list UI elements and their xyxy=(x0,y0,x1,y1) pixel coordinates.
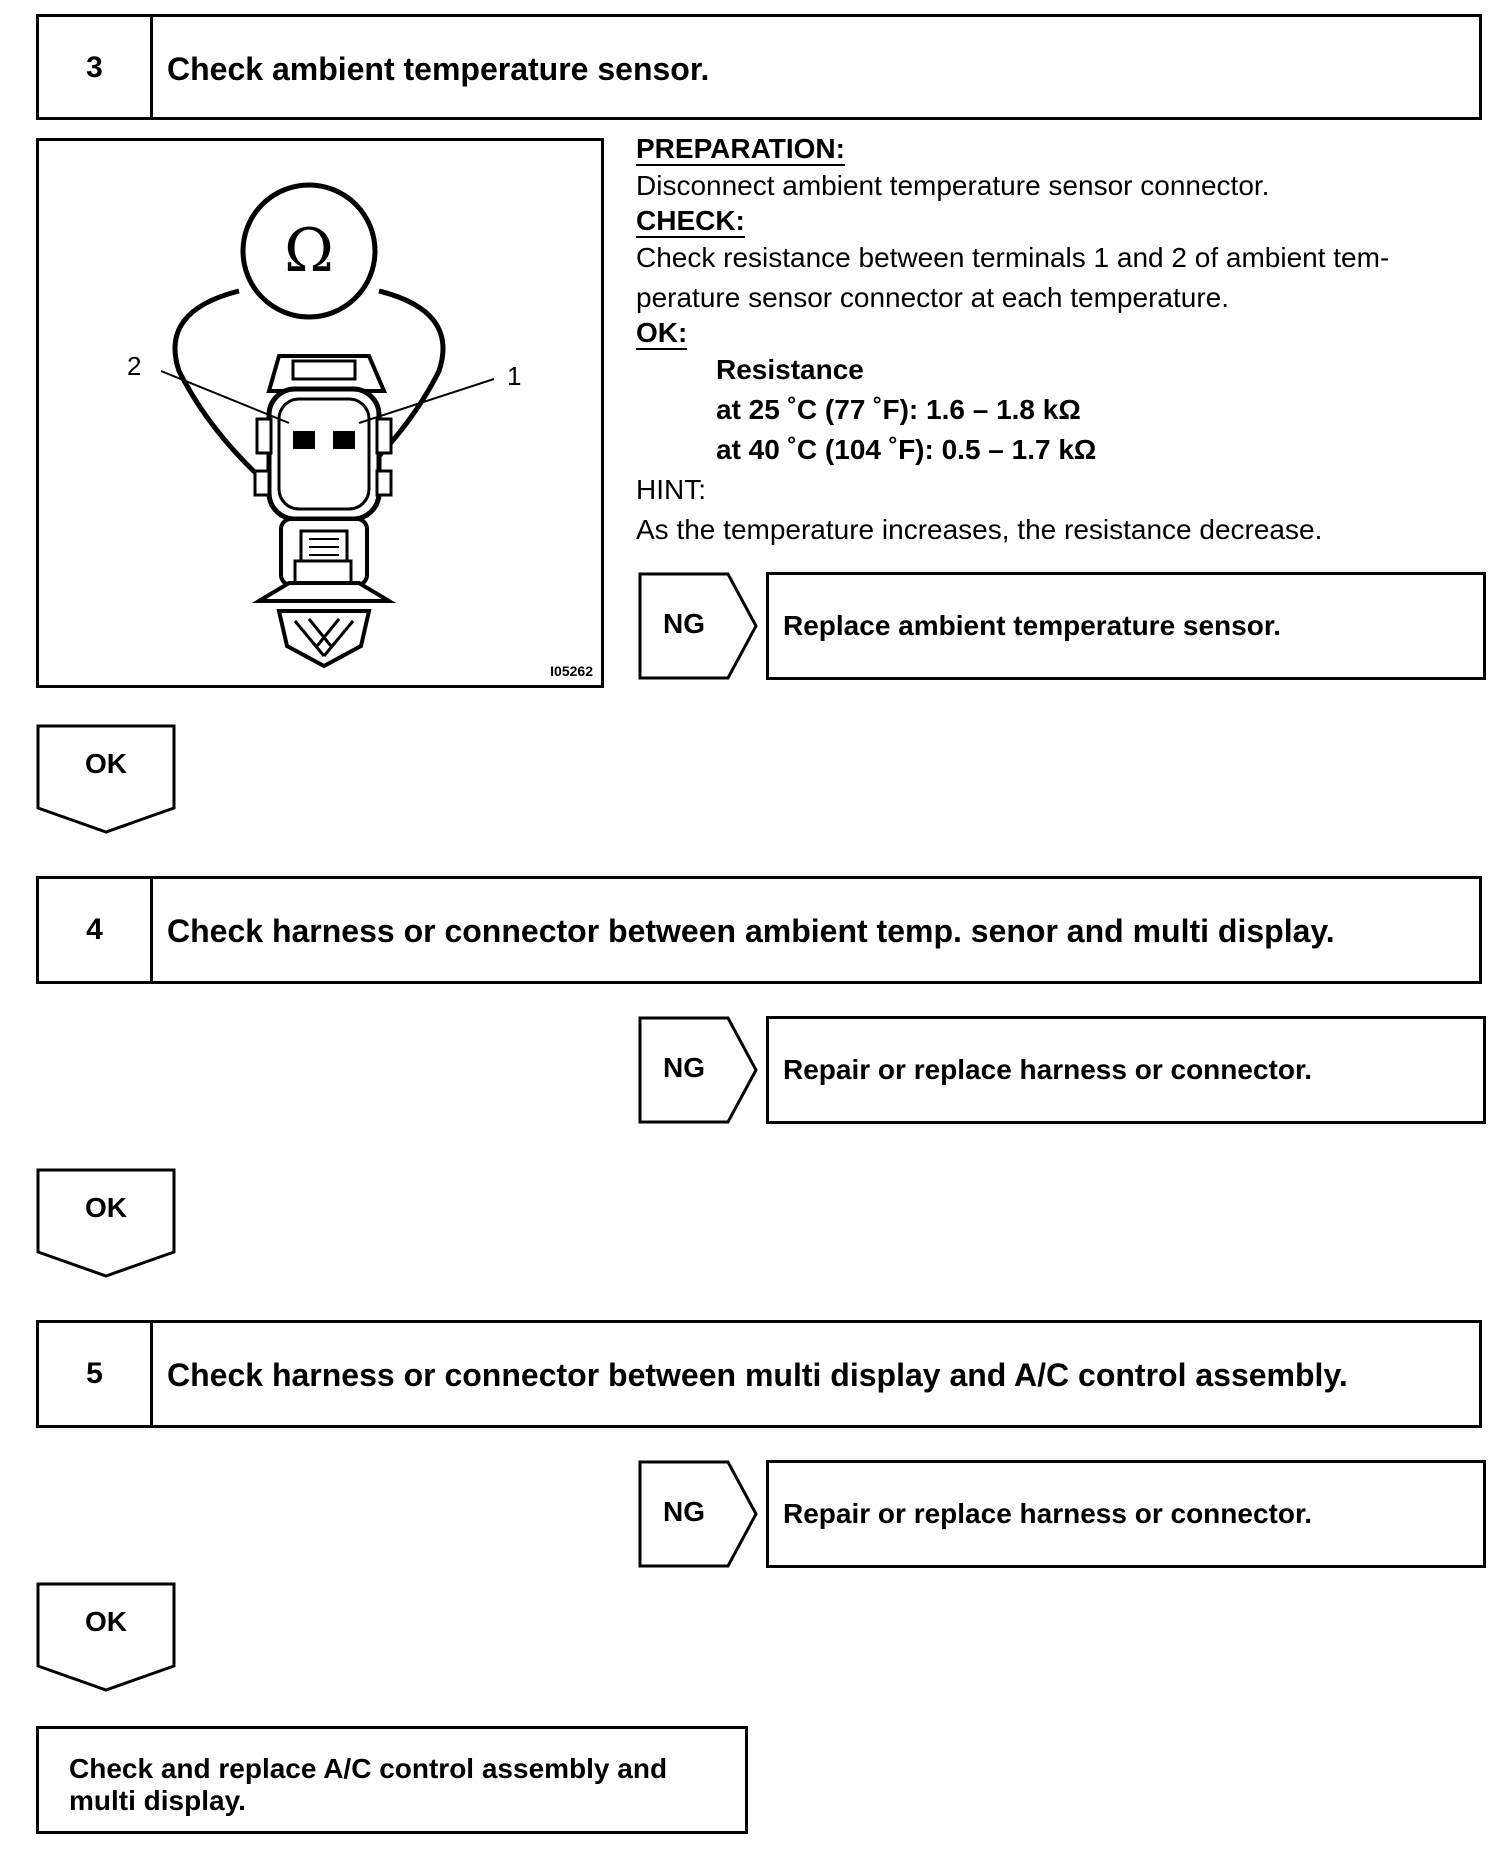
spec-line-25c: at 25 ˚C (77 ˚F): 1.6 – 1.8 kΩ xyxy=(716,394,1081,425)
step-title: Check ambient temperature sensor. xyxy=(167,51,710,87)
ohm-symbol: Ω xyxy=(284,216,334,286)
final-action-box xyxy=(36,1726,748,1834)
ng-branch-step3 xyxy=(638,572,1486,680)
sensor-figure xyxy=(36,138,604,688)
terminal-2-label: 2 xyxy=(127,351,142,381)
step-title: Check harness or connector between ambient temp. senor and multi display. xyxy=(167,913,1335,949)
preparation-heading: PREPARATION: xyxy=(636,133,845,164)
check-text-line2: perature sensor connector at each temperature. xyxy=(636,282,1230,313)
final-action-line2: multi display. xyxy=(69,1785,246,1816)
ng-branch-step5 xyxy=(638,1460,1486,1568)
step-number: 3 xyxy=(39,17,153,117)
hint-heading: HINT: xyxy=(636,474,706,505)
step-3-header xyxy=(36,14,1482,120)
step-title: Check harness or connector between multi display and A/C control assembly. xyxy=(167,1357,1348,1393)
step-number: 5 xyxy=(39,1323,153,1425)
ng-label: NG xyxy=(663,1496,705,1527)
ok-branch-step3 xyxy=(36,724,178,836)
ng-branch-step4 xyxy=(638,1016,1486,1124)
ok-label: OK xyxy=(85,1606,127,1637)
ng-label: NG xyxy=(663,608,705,639)
ok-branch-step5 xyxy=(36,1582,178,1694)
ok-heading: OK: xyxy=(636,317,688,348)
ng-action-box: Replace ambient temperature sensor. xyxy=(766,572,1486,680)
step-5-header xyxy=(36,1320,1482,1428)
terminal-1-label: 1 xyxy=(507,361,522,391)
final-action-line1: Check and replace A/C control assembly and xyxy=(69,1753,668,1784)
ok-label: OK xyxy=(85,748,127,779)
check-text-line1: Check resistance between terminals 1 and 2 of ambient tem- xyxy=(636,242,1390,273)
spec-title: Resistance xyxy=(716,354,864,385)
ok-label: OK xyxy=(85,1192,127,1223)
ng-action-box: Repair or replace harness or connector. xyxy=(766,1016,1486,1124)
ng-label: NG xyxy=(663,1052,705,1083)
step-number: 4 xyxy=(39,879,153,981)
ng-action-box: Repair or replace harness or connector. xyxy=(766,1460,1486,1568)
hint-text: As the temperature increases, the resistance decrease. xyxy=(636,514,1323,545)
ok-branch-step4 xyxy=(36,1168,178,1280)
spec-line-40c: at 40 ˚C (104 ˚F): 0.5 – 1.7 kΩ xyxy=(716,434,1097,465)
check-heading: CHECK: xyxy=(636,205,745,236)
step-4-header xyxy=(36,876,1482,984)
figure-code: I05262 xyxy=(550,663,593,679)
step-3-instructions xyxy=(636,134,1486,550)
preparation-text: Disconnect ambient temperature sensor connector. xyxy=(636,170,1270,201)
